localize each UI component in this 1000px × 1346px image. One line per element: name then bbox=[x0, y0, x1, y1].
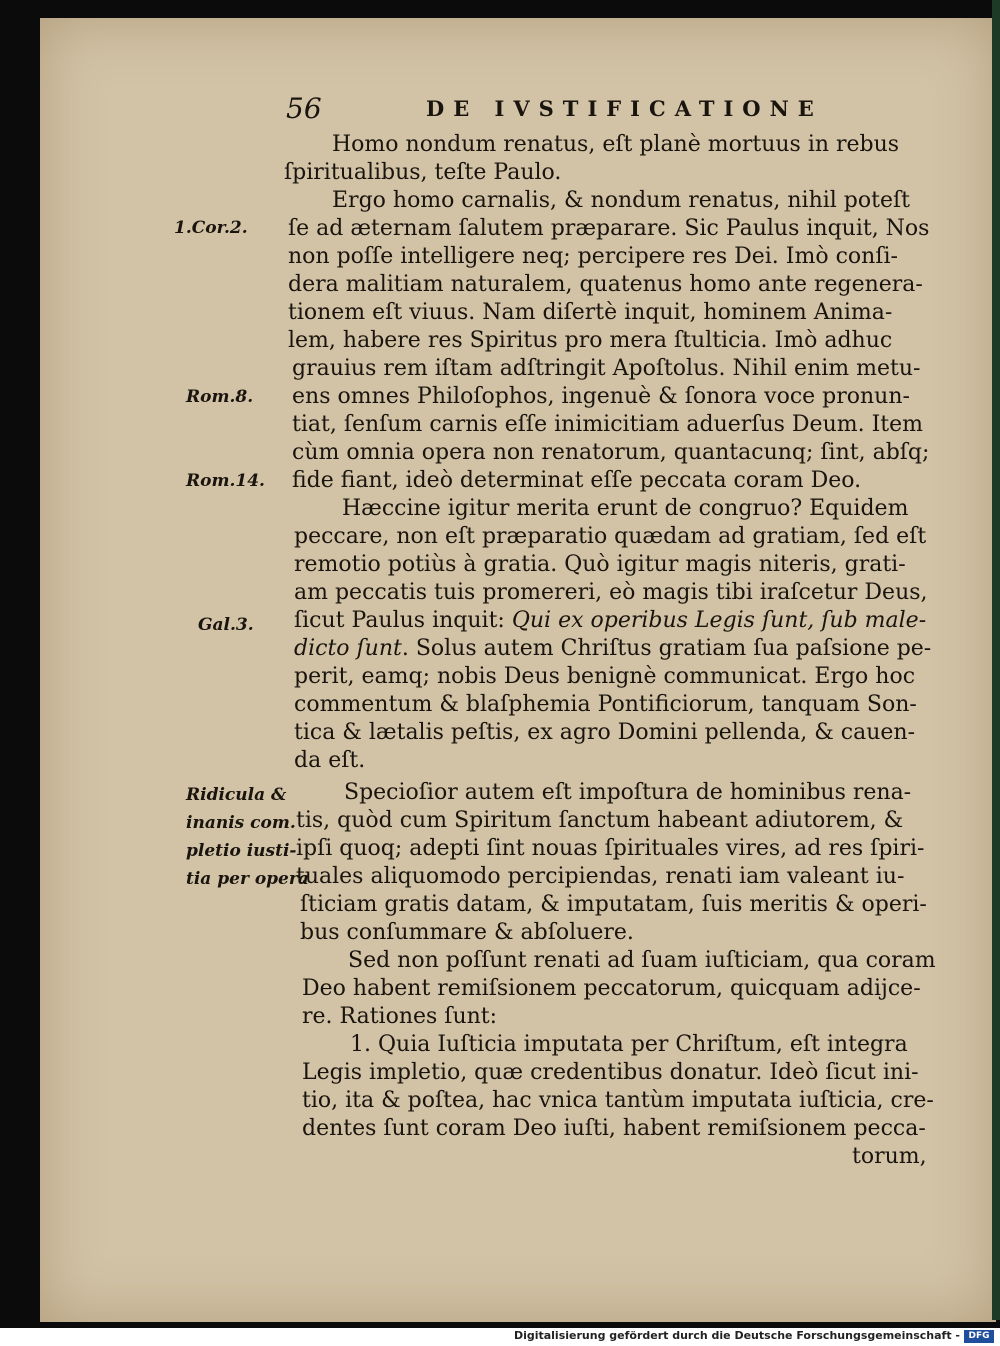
margin-note-ridicula-3: pletio iusti- bbox=[186, 841, 297, 861]
text-line: re. Rationes ſunt: bbox=[302, 1004, 498, 1029]
text-line: tica & lætalis peſtis, ex agro Domini pellenda, & cauen- bbox=[294, 720, 916, 745]
text-line: am peccatis tuis promereri, eò magis tibi iraſcetur Deus, bbox=[294, 580, 928, 605]
text-line: ipſi quoq; adepti ſint nouas ſpirituales vires, ad res ſpiri- bbox=[296, 836, 925, 861]
text-line: fide fiant, ideò determinat eſſe peccata coram Deo. bbox=[292, 468, 862, 493]
text-line: lem, habere res Spiritus pro mera ſtulticia. Imò adhuc bbox=[288, 328, 893, 353]
text-line: Specioſior autem eſt impoſtura de hominibus rena- bbox=[344, 780, 912, 805]
text-line: dera malitiam naturalem, quatenus homo ante regenera- bbox=[288, 272, 923, 297]
text-line: remotio potiùs à gratia. Quò igitur magis niteris, grati- bbox=[294, 552, 906, 577]
text-line: tis, quòd cum Spiritum ſanctum habeant adiutorem, & bbox=[296, 808, 904, 833]
margin-note-ridicula-4: tia per opera bbox=[186, 869, 309, 889]
text-line: ſticiam gratis datam, & imputatam, ſuis meritis & operi- bbox=[300, 892, 927, 917]
text-run: . Solus autem Chriſtus gratiam ſua paſsione pe- bbox=[401, 636, 932, 661]
catchword: torum, bbox=[852, 1144, 927, 1169]
text-line: Hæccine igitur merita erunt de congruo? Equidem bbox=[342, 496, 909, 521]
text-line bbox=[294, 635, 931, 662]
text-line: cùm omnia opera non renatorum, quantacunq; ſint, abſq; bbox=[292, 440, 930, 465]
footer-credit: Digitalisierung gefördert durch die Deutsche Forschungsgemeinschaft - bbox=[513, 1329, 960, 1342]
page-number: 56 bbox=[286, 92, 322, 125]
text-line: 1. Quia Iuſticia imputata per Chriſtum, eſt integra bbox=[350, 1032, 908, 1057]
margin-note-rom14: Rom.14. bbox=[186, 471, 265, 491]
text-line: commentum & blaſphemia Pontificiorum, tanquam Son- bbox=[294, 692, 917, 717]
text-line: perit, eamq; nobis Deus benignè communicat. Ergo hoc bbox=[294, 664, 916, 689]
text-line: Legis impletio, quæ credentibus donatur. Ideò ſicut ini- bbox=[302, 1060, 919, 1085]
margin-note-ridicula-1: Ridicula & bbox=[186, 785, 287, 805]
text-line: tiat, ſenſum carnis eſſe inimicitiam aduerſus Deum. Item bbox=[292, 412, 924, 437]
text-line: Homo nondum renatus, eſt planè mortuus in rebus bbox=[332, 132, 900, 157]
text-line: ens omnes Philoſophos, ingenuè & ſonora voce pronun- bbox=[292, 384, 910, 409]
text-line: grauius rem iſtam adſtringit Apoſtolus. Nihil enim metu- bbox=[292, 356, 921, 381]
margin-note-ridicula-2: inanis com. bbox=[186, 813, 296, 833]
page-header bbox=[286, 92, 846, 132]
dfg-logo-icon: DFG bbox=[964, 1330, 994, 1343]
text-line bbox=[294, 607, 926, 634]
italic-quote: dicto ſunt bbox=[294, 636, 402, 661]
running-head: DE IVSTIFICATIONE bbox=[426, 96, 823, 121]
text-line: dentes ſunt coram Deo iuſti, habent remiſsionem pecca- bbox=[302, 1116, 926, 1141]
text-line: ſpiritualibus, teſte Paulo. bbox=[284, 160, 562, 185]
margin-note-rom8: Rom.8. bbox=[186, 387, 254, 407]
text-line: Sed non poſſunt renati ad ſuam iuſticiam, qua coram bbox=[348, 948, 936, 973]
text-line: Deo habent remiſsionem peccatorum, quicquam adijce- bbox=[302, 976, 921, 1001]
footer-bar bbox=[0, 1328, 1000, 1346]
text-line: peccare, non eſt præparatio quædam ad gratiam, ſed eſt bbox=[294, 524, 927, 549]
text-run: ſicut Paulus inquit: bbox=[294, 608, 512, 633]
text-line: bus conſummare & abſoluere. bbox=[300, 920, 634, 945]
text-line: Ergo homo carnalis, & nondum renatus, nihil poteſt bbox=[332, 188, 910, 213]
margin-note-gal: Gal.3. bbox=[198, 615, 254, 635]
text-line: da eſt. bbox=[294, 748, 366, 773]
text-line: tionem eſt viuus. Nam diſertè inquit, hominem Anima- bbox=[288, 300, 893, 325]
text-line: tio, ita & poſtea, hac vnica tantùm imputata iuſticia, cre- bbox=[302, 1088, 934, 1113]
book-edge bbox=[992, 0, 1000, 1320]
text-line: ſe ad æternam ſalutem præparare. Sic Paulus inquit, Nos bbox=[288, 216, 930, 241]
margin-note-cor: 1.Cor.2. bbox=[174, 218, 248, 238]
text-line: non poſſe intelligere neq; percipere res Dei. Imò conſi- bbox=[288, 244, 898, 269]
text-line: tuales aliquomodo percipiendas, renati iam valeant iu- bbox=[296, 864, 905, 889]
italic-quote: Qui ex operibus Legis ſunt, ſub male- bbox=[511, 608, 927, 633]
